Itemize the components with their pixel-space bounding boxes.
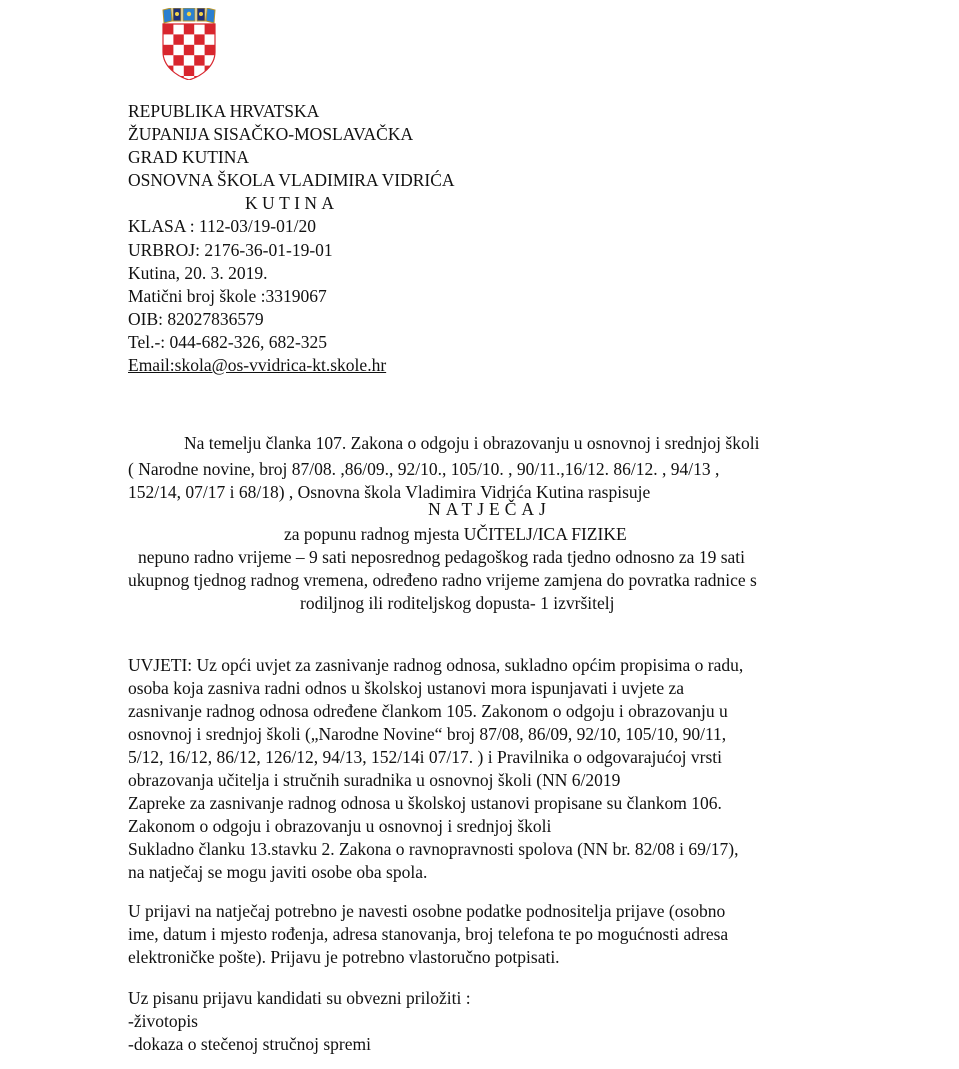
header-republic: REPUBLIKA HRVATSKA bbox=[128, 101, 320, 121]
position-line-3: ukupnog tjednog radnog vremena, određeno radno vrijeme zamjena do povratka radnice s bbox=[128, 570, 757, 590]
conditions-line: UVJETI: Uz opći uvjet za zasnivanje radnog odnosa, sukladno općim propisima o radu, bbox=[128, 655, 744, 675]
conditions-line: osoba koja zasniva radni odnos u školskoj ustanovi mora ispunjavati i uvjete za bbox=[128, 678, 685, 698]
attachments-intro: Uz pisanu prijavu kandidati su obvezni priložiti : bbox=[128, 988, 471, 1008]
header-city: GRAD KUTINA bbox=[128, 147, 250, 168]
conditions-line: 5/12, 16/12, 86/12, 126/12, 94/13, 152/14i 07/17. ) i Pravilnika o odgovarajućoj vrsti bbox=[128, 747, 722, 767]
position-line-4: rodiljnog ili roditeljskog dopusta- 1 izvršitelj bbox=[300, 593, 615, 613]
header-klasa: KLASA : 112-03/19-01/20 bbox=[128, 216, 316, 237]
header-school-number: Matični broj škole :3319067 bbox=[128, 285, 327, 306]
crest-check-square bbox=[173, 55, 183, 65]
conditions-line: osnovnoj i srednjoj školi („Narodne Novine“ broj 87/08, 86/09, 92/10, 105/10, 90/11, bbox=[128, 724, 727, 744]
crest-check-square bbox=[184, 66, 194, 76]
checkered-shield-icon bbox=[163, 24, 215, 80]
school-header bbox=[128, 100, 455, 377]
application-line: ime, datum i mjesto rođenja, adresa stanovanja, broj telefona te po mogućnosti adresa bbox=[128, 924, 729, 944]
conditions-line: Sukladno članku 13.stavku 2. Zakona o ravnopravnosti spolova (NN br. 82/08 i 69/17), bbox=[128, 839, 739, 859]
crest-check-square bbox=[163, 45, 173, 55]
attachment-item: -životopis bbox=[128, 1011, 198, 1031]
conditions-line: zasnivanje radnog odnosa određene člankom 105. Zakonom o odgoju i obrazovanju u bbox=[128, 701, 728, 721]
crest-check-square bbox=[205, 45, 215, 55]
document-title: NATJEČAJ bbox=[428, 499, 551, 519]
conditions-line: Zapreke za zasnivanje radnog odnosa u školskoj ustanovi propisane su člankom 106. bbox=[128, 793, 722, 813]
intro-line-2: ( Narodne novine, broj 87/08. ,86/09., 92/10., 105/10. , 90/11.,16/12. 86/12. , 94/13 , bbox=[128, 459, 720, 479]
crown-icon bbox=[163, 8, 215, 23]
header-date: Kutina, 20. 3. 2019. bbox=[128, 262, 268, 283]
header-email-link[interactable]: Email:skola@os-vvidrica-kt.skole.hr bbox=[128, 355, 387, 376]
croatian-coat-of-arms-icon bbox=[160, 8, 218, 80]
header-oib: OIB: 82027836579 bbox=[128, 308, 264, 329]
header-school-name: OSNOVNA ŠKOLA VLADIMIRA VIDRIĆA bbox=[128, 170, 455, 191]
header-county: ŽUPANIJA SISAČKO-MOSLAVAČKA bbox=[128, 124, 414, 145]
header-town: KUTINA bbox=[245, 193, 339, 214]
application-line: elektroničke pošte). Prijavu je potrebno vlastoručno potpisati. bbox=[128, 947, 560, 967]
header-urbroj: URBROJ: 2176-36-01-19-01 bbox=[128, 239, 333, 260]
application-paragraph bbox=[128, 900, 728, 969]
conditions-line: na natječaj se mogu javiti osobe oba spola. bbox=[128, 862, 428, 882]
conditions-line: obrazovanja učitelja i stručnih suradnika u osnovnoj školi (NN 6/2019 bbox=[128, 770, 621, 790]
position-line-1: za popunu radnog mjesta UČITELJ/ICA FIZIKE bbox=[284, 524, 627, 544]
crest-check-square bbox=[205, 24, 215, 34]
intro-line-1: Na temelju članka 107. Zakona o odgoju i obrazovanju u osnovnoj i srednjoj školi bbox=[184, 433, 760, 453]
crest-check-square bbox=[184, 45, 194, 55]
position-line-2: nepuno radno vrijeme – 9 sati neposrednog pedagoškog rada tjedno odnosno za 19 sati bbox=[138, 547, 746, 567]
attachments-section bbox=[128, 987, 471, 1056]
crest-check-square bbox=[194, 34, 204, 44]
intro-line-3: 152/14, 07/17 i 68/18) , Osnovna škola Vladimira Vidrića Kutina raspisuje bbox=[128, 482, 651, 502]
attachment-item: -dokaza o stečenoj stručnoj spremi bbox=[128, 1034, 371, 1054]
conditions-line: Zakonom o odgoju i obrazovanju u osnovnoj i srednjoj školi bbox=[128, 816, 552, 836]
header-phone: Tel.-: 044-682-326, 682-325 bbox=[128, 331, 328, 352]
application-line: U prijavi na natječaj potrebno je navesti osobne podatke podnositelja prijave (osobno bbox=[128, 901, 726, 921]
crest-check-square bbox=[163, 24, 173, 34]
crest-check-square bbox=[173, 34, 183, 44]
crest-check-square bbox=[194, 55, 204, 65]
conditions-paragraph bbox=[128, 654, 743, 884]
crest-check-square bbox=[184, 24, 194, 34]
